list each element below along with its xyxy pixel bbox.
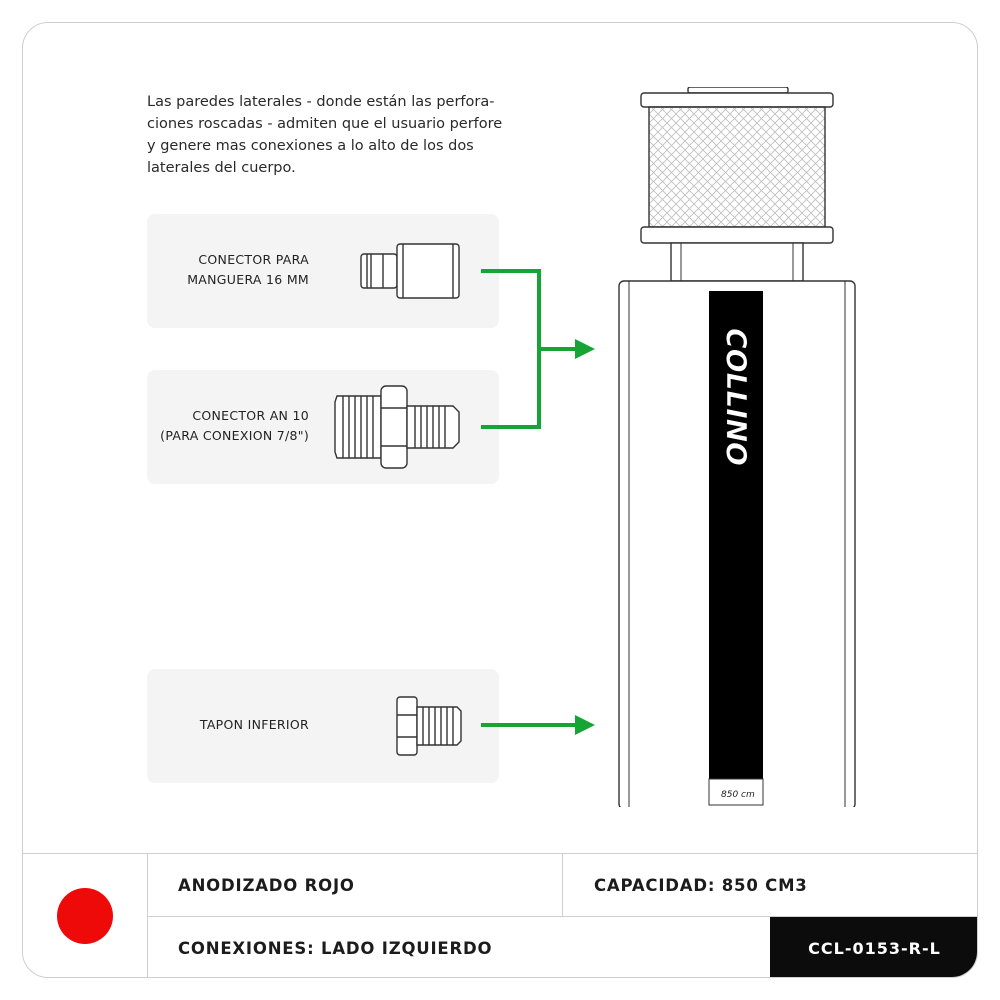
capacity-label: CAPACIDAD: 850 CM3 [594, 875, 808, 895]
panel-label: CONECTOR PARA MANGUERA 16 MM [187, 252, 309, 287]
spec-bar [23, 853, 978, 978]
filter-bottom-rim [641, 227, 833, 243]
product-spec-card [22, 22, 978, 978]
bracket-line [481, 271, 539, 427]
divider [562, 854, 563, 916]
product-code: CCL-0153-R-L [770, 917, 978, 978]
color-swatch-cell [23, 854, 148, 978]
panel-label: CONECTOR AN 10 (PARA CONEXION 7/8") [160, 408, 309, 443]
color-swatch [57, 888, 113, 944]
brand-logo: COLLINO [720, 328, 753, 466]
can-neck [671, 243, 803, 281]
oil-catch-can-illustration [613, 87, 873, 807]
panel-label: TAPON INFERIOR [199, 717, 309, 732]
arrow-head-top [575, 339, 595, 359]
finish-label: ANODIZADO ROJO [178, 875, 355, 895]
connections-label: CONEXIONES: LADO IZQUIERDO [178, 939, 493, 958]
arrow-head-bottom [575, 715, 595, 735]
filter-top-rim [641, 93, 833, 107]
description-text: Las paredes laterales - donde están las perfora- ciones roscadas - admiten que el usuario perfore y genere mas conexiones a lo alto de los dos laterales del cuerpo. [147, 94, 503, 176]
filter-top-knob [688, 87, 788, 93]
volume-mark: 850 cm [721, 790, 755, 800]
filter-mesh [649, 107, 825, 227]
